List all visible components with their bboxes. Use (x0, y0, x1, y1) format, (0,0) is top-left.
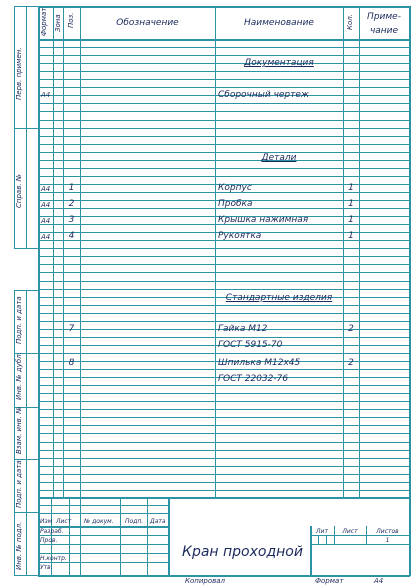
table-row-qty: 1 (348, 183, 354, 193)
table-row-name: Пробка (218, 199, 253, 209)
table-row-line (38, 490, 410, 491)
table-row-qty: 1 (348, 231, 354, 241)
table-row-format: А4 (41, 185, 51, 193)
table-row-line (38, 120, 410, 121)
table-row-line (38, 417, 410, 418)
tb-podp: Подп. (125, 518, 144, 525)
table-row-line (38, 442, 410, 443)
table-row-line (38, 111, 410, 112)
table-row-line (38, 466, 410, 467)
section-standard: Стандартные изделия (225, 293, 333, 303)
table-row-name: ГОСТ 5915-70 (218, 340, 283, 350)
table-row-line (38, 450, 410, 451)
tb-sheets: Листов (376, 528, 399, 535)
table-row-pos: 2 (68, 199, 75, 209)
table-row-line (38, 393, 410, 394)
table-row-format: А4 (41, 201, 51, 209)
tb-utv: Утв. (40, 564, 53, 571)
footer-format-label: Формат (315, 577, 344, 585)
table-row-line (38, 152, 410, 153)
tb-list: Лист (56, 518, 72, 525)
table-row-line (38, 55, 410, 56)
table-row-line (38, 337, 410, 338)
label-perv-primen: Перв. примен. (15, 47, 23, 100)
table-row-line (38, 313, 410, 314)
table-row-name: Шпилька М12х45 (218, 358, 301, 368)
table-row-line (38, 264, 410, 265)
tb-sheet: Лист (342, 528, 358, 535)
table-row-line (38, 433, 410, 434)
title-block-top (38, 497, 410, 499)
table-row-line (38, 353, 410, 354)
table-row-line (38, 272, 410, 273)
col-zone-header: Зона (54, 14, 62, 32)
tb-data: Дата (150, 518, 166, 525)
document-title: Кран проходной (182, 544, 303, 560)
col-note-header-2: чание (369, 26, 399, 36)
table-row-line (38, 256, 410, 257)
table-row-line (38, 79, 410, 80)
table-row-format: А4 (41, 233, 51, 241)
table-row-line (38, 305, 410, 306)
table-row-pos: 7 (68, 324, 75, 334)
table-row-name: Рукоятка (218, 231, 262, 241)
table-row-line (38, 144, 410, 145)
tb-prov: Пров. (40, 537, 58, 544)
label-inv-dubl: Инв. № дубл. (15, 352, 23, 400)
table-row-pos: 4 (68, 231, 75, 241)
label-sprav-no: Справ. № (15, 173, 23, 208)
table-row-line (38, 136, 410, 137)
col-name-header: Наименование (244, 18, 314, 28)
table-row-pos: 1 (68, 183, 75, 193)
table-row-pos: 3 (68, 215, 75, 225)
table-row-format: А4 (41, 91, 51, 99)
table-row-line (38, 176, 410, 177)
table-row-line (38, 401, 410, 402)
tb-izm: Изм (40, 518, 53, 525)
table-row-line (38, 409, 410, 410)
table-row-line (38, 385, 410, 386)
table-row-line (38, 128, 410, 129)
tb-sheets-value: 1 (385, 537, 390, 544)
frame-top (38, 6, 410, 8)
table-row-line (38, 71, 410, 72)
table-row-line (38, 47, 410, 48)
table-row-pos: 8 (68, 358, 75, 368)
table-row-line (38, 369, 410, 370)
label-podp-data-1: Подп. и дата (15, 296, 23, 344)
col-pos-header: Поз. (67, 12, 75, 28)
table-row-name: Сборочный чертеж (218, 90, 310, 100)
table-row-line (38, 321, 410, 322)
table-row-qty: 2 (348, 324, 354, 334)
table-row-qty: 1 (348, 215, 354, 225)
footer-format-value: А4 (374, 577, 384, 585)
table-row-line (38, 474, 410, 475)
table-row-name: Крышка нажимная (218, 215, 309, 225)
table-row-format: А4 (41, 217, 51, 225)
tb-lit: Лит (316, 528, 328, 535)
table-row-line (38, 103, 410, 104)
table-row-name: ГОСТ 22032-76 (218, 374, 289, 384)
table-row-line (38, 458, 410, 459)
table-row-line (38, 289, 410, 290)
table-row-name: Гайка М12 (218, 324, 268, 334)
section-documentation: Документация (244, 58, 314, 68)
col-designation-header: Обозначение (116, 18, 179, 28)
table-row-name: Корпус (218, 183, 252, 193)
table-row-qty: 1 (348, 199, 354, 209)
footer-copied: Копировал (185, 577, 225, 585)
table-row-line (38, 87, 410, 88)
label-inv-podl: Инв. № подл. (15, 521, 23, 570)
header-divider (38, 39, 410, 41)
tb-n-kontr: Н.контр. (40, 555, 67, 562)
table-row-line (38, 425, 410, 426)
label-vzam-inv: Взам. инв. № (15, 406, 23, 454)
table-row-line (38, 281, 410, 282)
section-parts: Детали (261, 153, 297, 163)
col-qty-header: Кол. (346, 14, 354, 30)
label-podp-data-2: Подп. и дата (15, 460, 23, 508)
col-format-header: Формат (40, 7, 48, 36)
tb-n-dokum: № докум. (84, 518, 114, 525)
col-note-header-1: Приме- (367, 12, 401, 22)
table-row-qty: 2 (348, 358, 354, 368)
table-row-line (38, 482, 410, 483)
table-row-line (38, 168, 410, 169)
tb-razrab: Разраб. (40, 528, 64, 535)
table-row-line (38, 248, 410, 249)
